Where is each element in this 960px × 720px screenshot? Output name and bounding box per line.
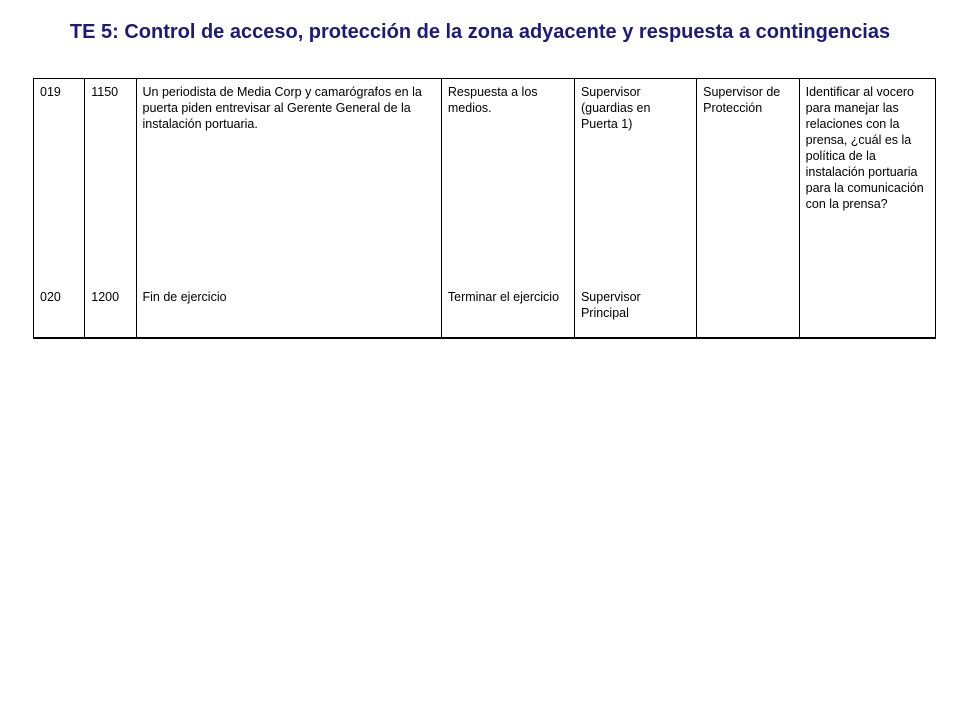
cell-time: 1150 [85,79,136,285]
table-row [34,79,936,285]
cell-responder: Supervisor Principal [574,284,696,338]
table-row [34,284,936,338]
cell-notes [799,284,935,338]
cell-notes: Identificar al vocero para manejar las relaciones con la prensa, ¿cuál es la política de la instalación portuaria para la comunicación con la prensa? [799,79,935,285]
cell-controller: Supervisor de Protección [697,79,800,285]
page-title: TE 5: Control de acceso, protección de la zona adyacente y respuesta a contingencias [69,21,891,43]
cell-expected-action: Respuesta a los medios. [441,79,574,285]
cell-event: Un periodista de Media Corp y camarógrafos en la puerta piden entrevisar al Gerente General de la instalación portuaria. [136,79,441,285]
exercise-table [33,78,936,339]
cell-event: Fin de ejercicio [136,284,441,338]
cell-number: 020 [34,284,85,338]
cell-responder: Supervisor (guardias en Puerta 1) [574,79,696,285]
cell-time: 1200 [85,284,136,338]
cell-expected-action: Terminar el ejercicio [441,284,574,338]
cell-controller [697,284,800,338]
cell-number: 019 [34,79,85,285]
